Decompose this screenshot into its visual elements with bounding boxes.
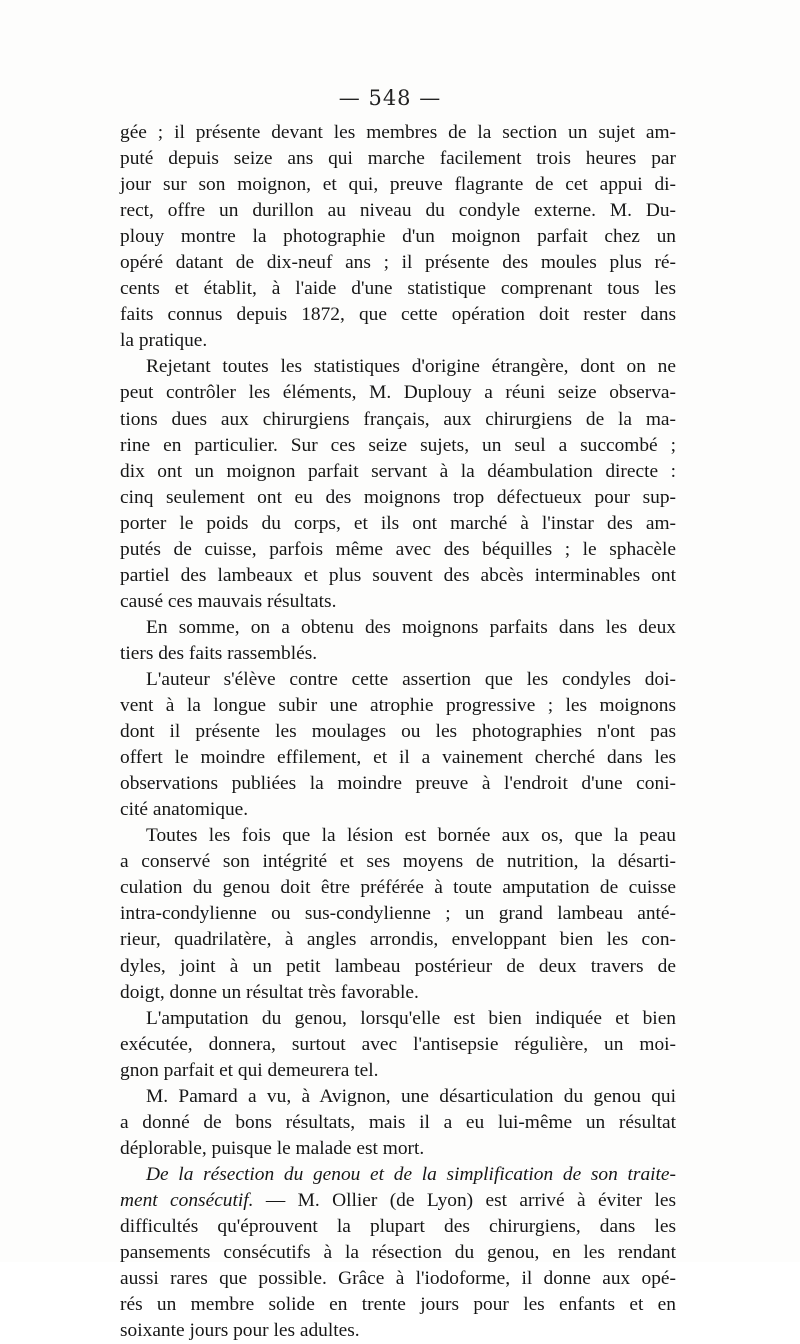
text-line: la pratique. bbox=[120, 330, 208, 352]
text-line: doigt, donne un résultat très favorable. bbox=[120, 981, 419, 1003]
text-line: offert le moindre effilement, et il a vainement cherché dans les bbox=[120, 747, 676, 769]
text-line: tiers des faits rassemblés. bbox=[120, 642, 318, 664]
text-line: rine en particulier. Sur ces seize sujets, un seul a succombé ; bbox=[120, 434, 676, 456]
text-line: opéré datant de dix-neuf ans ; il présente des moules plus ré- bbox=[120, 252, 676, 274]
text-line: soixante jours pour les adultes. bbox=[120, 1320, 360, 1342]
main-paragraphs bbox=[120, 120, 676, 1162]
text-line: causé ces mauvais résultats. bbox=[120, 590, 337, 612]
text-line: porter le poids du corps, et ils ont marché à l'instar des am- bbox=[120, 512, 676, 534]
text-line: gnon parfait et qui demeurera tel. bbox=[120, 1059, 379, 1081]
section-paragraph bbox=[120, 1214, 676, 1344]
text-line: déplorable, puisque le malade est mort. bbox=[120, 1137, 425, 1159]
text-line: a donné de bons résultats, mais il a eu lui-même un résultat bbox=[120, 1111, 676, 1133]
section-title-line: De la résection du genou et de la simplification de son traite- bbox=[146, 1163, 676, 1185]
text-line: putés de cuisse, parfois même avec des béquilles ; le sphacèle bbox=[120, 538, 676, 560]
text-line: a conservé son intégrité et ses moyens de nutrition, la désarti- bbox=[120, 851, 676, 873]
text-line: cité anatomique. bbox=[120, 799, 249, 821]
text-line: L'amputation du genou, lorsqu'elle est bien indiquée et bien bbox=[146, 1007, 676, 1029]
text-line: rect, offre un durillon au niveau du condyle externe. M. Du- bbox=[120, 200, 676, 222]
text-line: gée ; il présente devant les membres de la section un sujet am- bbox=[120, 122, 676, 143]
text-line: rieur, quadrilatère, à angles arrondis, enveloppant bien les con- bbox=[120, 929, 676, 951]
section-title-end: ment consécutif. bbox=[120, 1189, 254, 1211]
text-line: Rejetant toutes les statistiques d'origine étrangère, dont on ne bbox=[146, 356, 676, 378]
text-line: Toutes les fois que la lésion est bornée aux os, que la peau bbox=[146, 825, 676, 847]
text-line: M. Pamard a vu, à Avignon, une désarticulation du genou qui bbox=[146, 1085, 676, 1107]
text-line: plouy montre la photographie d'un moignon parfait chez un bbox=[120, 226, 676, 248]
text-line: cents et établit, à l'aide d'une statistique comprenant tous les bbox=[120, 278, 676, 300]
text-line: exécutée, donnera, surtout avec l'antisepsie régulière, un moi- bbox=[120, 1033, 676, 1055]
text-line: vent à la longue subir une atrophie progressive ; les moignons bbox=[120, 695, 676, 717]
section-intro-text: — M. Ollier (de Lyon) est arrivé à éviter les bbox=[253, 1189, 676, 1211]
text-line: dyles, joint à un petit lambeau postérieur de deux travers de bbox=[120, 955, 676, 977]
text-line: jour sur son moignon, et qui, preuve flagrante de cet appui di- bbox=[120, 174, 676, 196]
section-title-line-2 bbox=[120, 1188, 676, 1214]
text-line: observations publiées la moindre preuve à l'endroit d'une coni- bbox=[120, 773, 676, 795]
text-line: aussi rares que possible. Grâce à l'iodoforme, il donne aux opé- bbox=[120, 1268, 676, 1290]
text-line: L'auteur s'élève contre cette assertion que les condyles doi- bbox=[146, 668, 676, 690]
text-line: dont il présente les moulages ou les photographies n'ont pas bbox=[120, 721, 676, 743]
text-line: cinq seulement ont eu des moignons trop défectueux pour sup- bbox=[120, 486, 676, 508]
page-number: — 548 — bbox=[338, 86, 442, 110]
text-line: pansements consécutifs à la résection du genou, en les rendant bbox=[120, 1242, 676, 1264]
text-line: culation du genou doit être préférée à toute amputation de cuisse bbox=[120, 877, 676, 899]
text-line: intra-condylienne ou sus-condylienne ; un grand lambeau anté- bbox=[120, 903, 676, 925]
text-line: En somme, on a obtenu des moignons parfaits dans les deux bbox=[146, 616, 676, 638]
text-line: partiel des lambeaux et plus souvent des abcès interminables ont bbox=[120, 564, 676, 586]
text-line: dix ont un moignon parfait servant à la déambulation directe : bbox=[120, 460, 676, 482]
text-line: peut contrôler les éléments, M. Duplouy a réuni seize observa- bbox=[120, 382, 676, 404]
text-line: faits connus depuis 1872, que cette opération doit rester dans bbox=[120, 304, 676, 326]
text-line: difficultés qu'éprouvent la plupart des chirurgiens, dans les bbox=[120, 1215, 676, 1237]
body-text bbox=[120, 120, 676, 1344]
text-line: tions dues aux chirurgiens français, aux chirurgiens de la ma- bbox=[120, 408, 676, 430]
text-line: rés un membre solide en trente jours pour les enfants et en bbox=[120, 1294, 676, 1316]
text-line: puté depuis seize ans qui marche facilement trois heures par bbox=[120, 148, 676, 170]
